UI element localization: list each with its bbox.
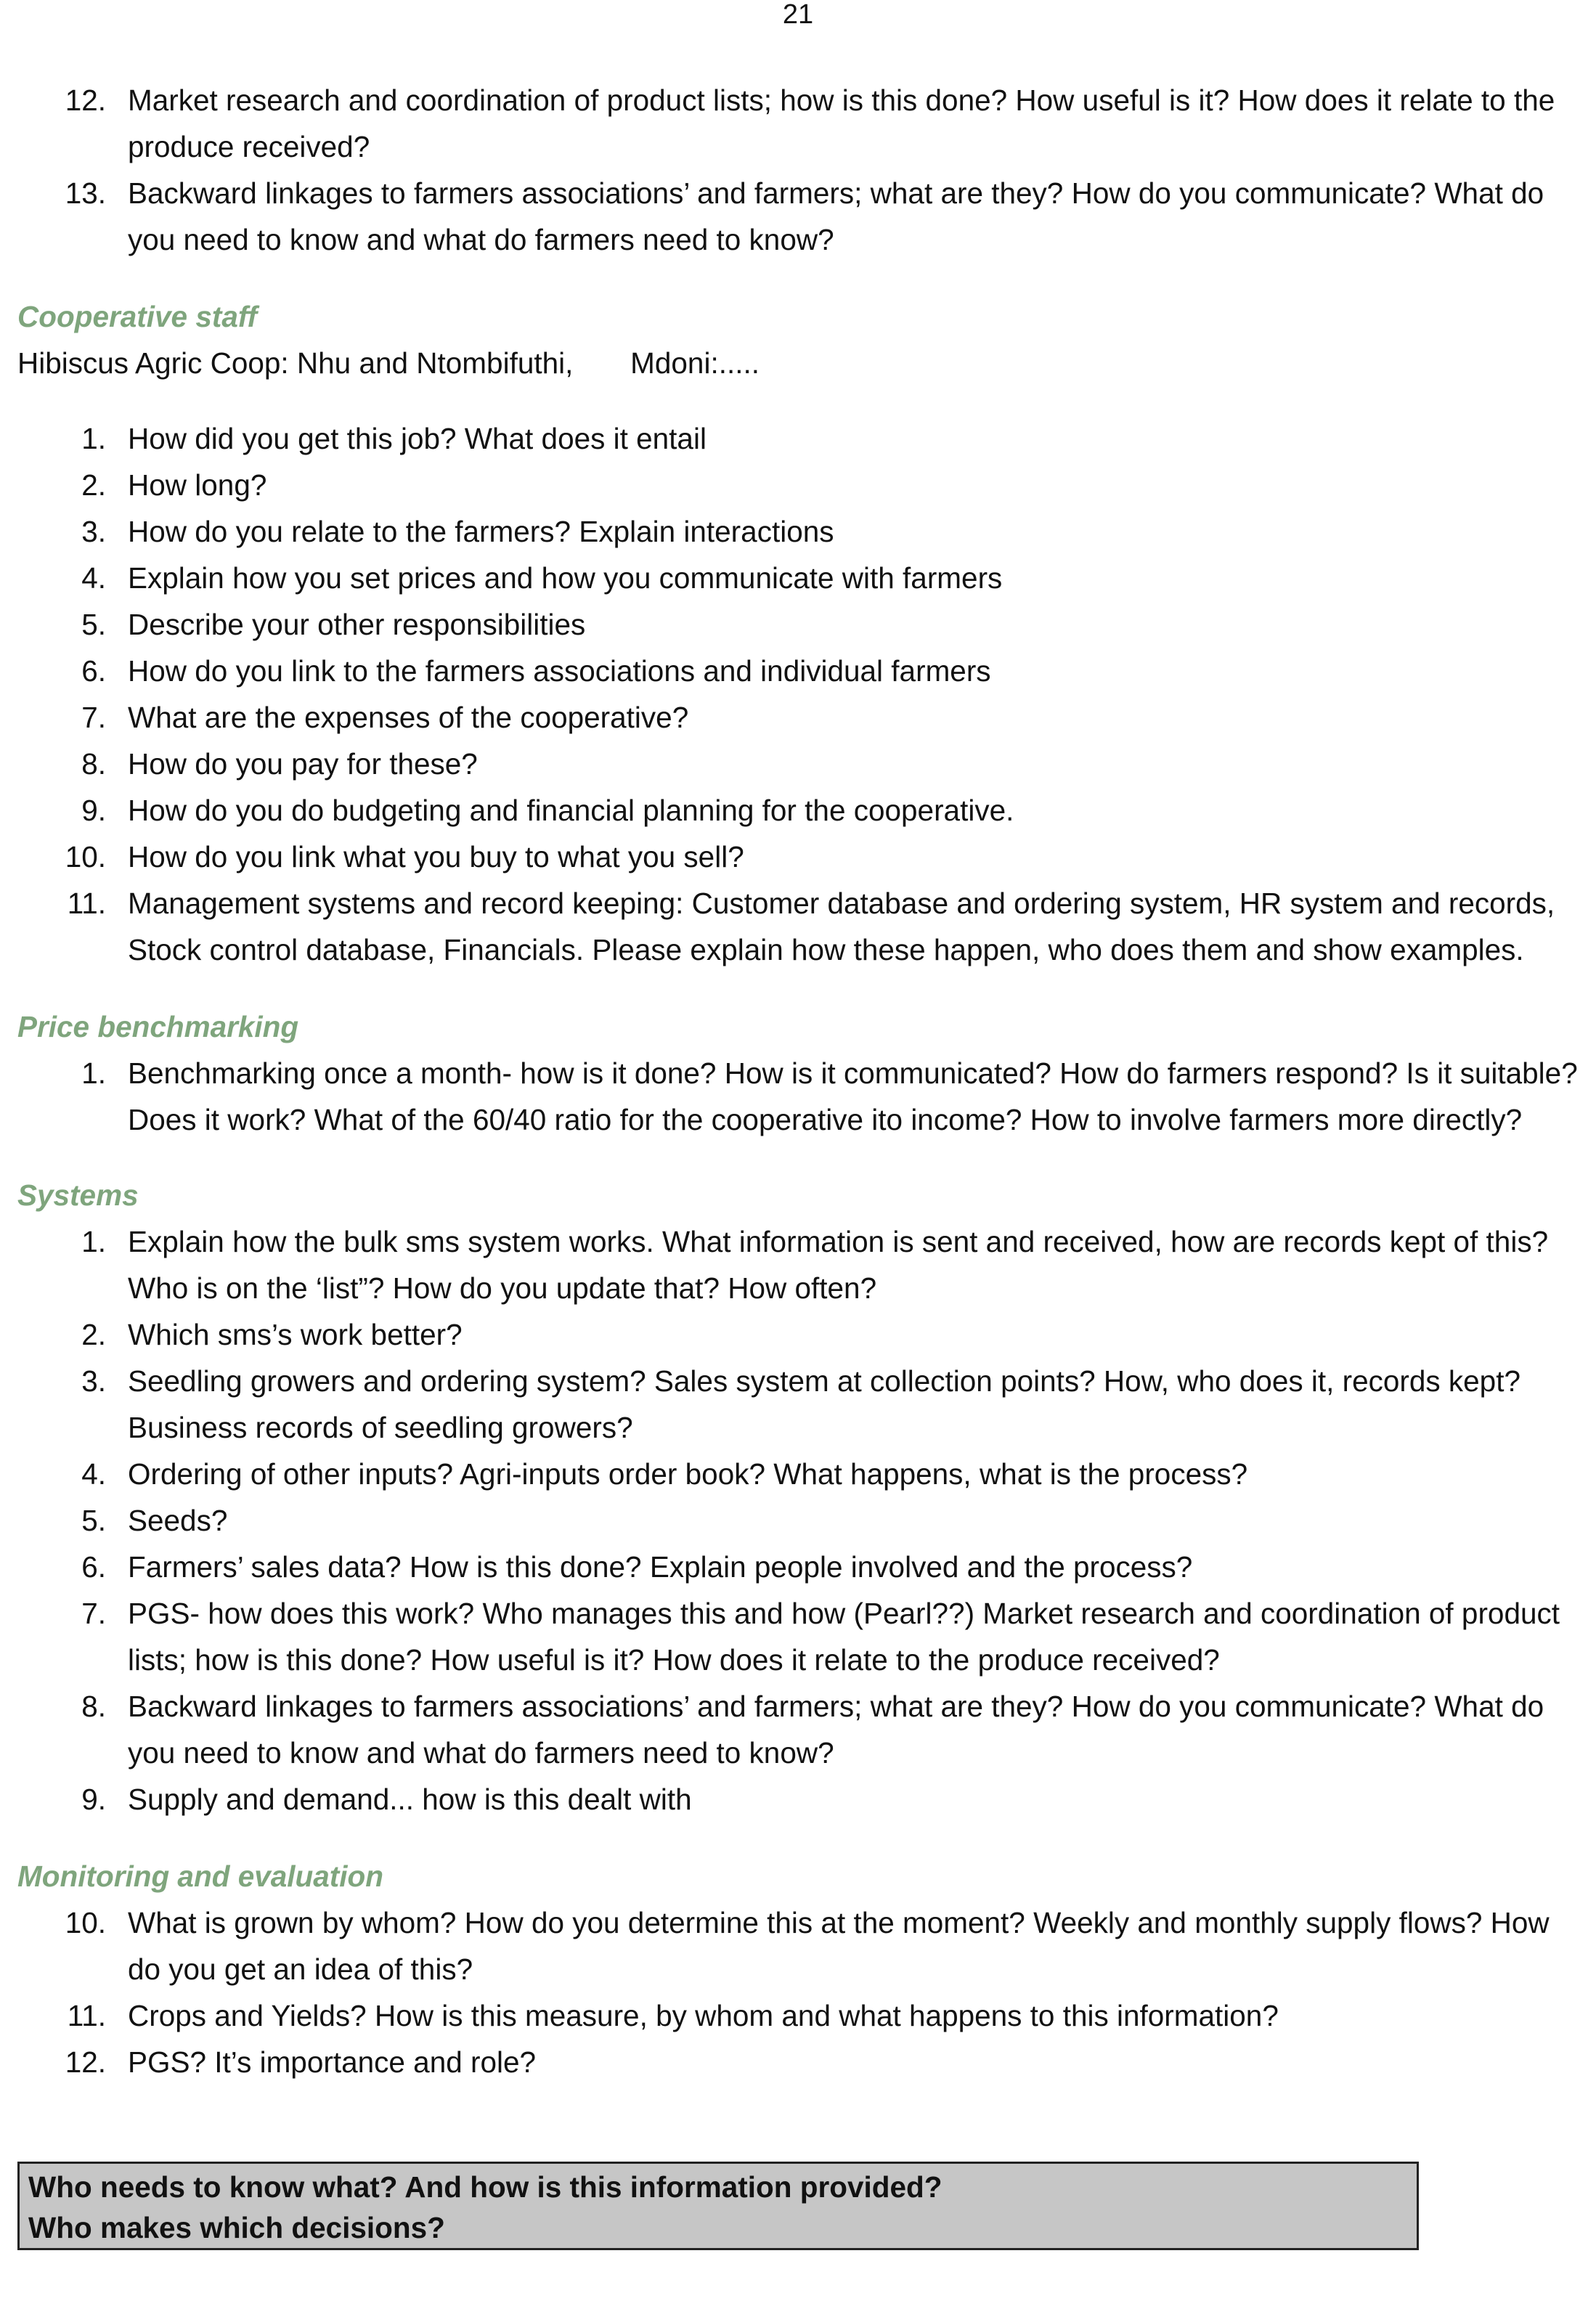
list-item (17, 601, 1586, 648)
list-item-number: 11. (67, 1999, 106, 2032)
list-item-text: Seedling growers and ordering system? Sales system at collection points? How, who does it, records kept? Business records of seedling growers? (128, 1364, 1520, 1444)
price-question-list (17, 1050, 1586, 1143)
monitoring-question-list (17, 1899, 1586, 2085)
list-item (17, 170, 1586, 263)
list-item-number: 1. (81, 422, 106, 455)
list-item (17, 880, 1586, 973)
list-item-number: 3. (81, 1364, 106, 1398)
list-item-number: 4. (81, 1457, 106, 1491)
list-item-number: 8. (81, 1690, 106, 1723)
list-item-number: 6. (81, 654, 106, 688)
list-item-number: 3. (81, 515, 106, 548)
list-item (17, 1451, 1586, 1497)
info-box-line-2: Who makes which decisions? (28, 2211, 445, 2244)
list-item-text: Seeds? (128, 1504, 228, 1537)
list-item-text: What is grown by whom? How do you determine this at the moment? Weekly and monthly supply flows? How do you get an idea of this? (128, 1906, 1550, 1986)
list-item-number: 12. (65, 84, 106, 117)
list-item-text: How do you do budgeting and financial planning for the cooperative. (128, 794, 1014, 827)
list-item-text: Benchmarking once a month- how is it done? How is it communicated? How do farmers respond? Is it suitable? Does it work? What of the 60/40 ratio for the cooperative ito income? How to involve farmers more directly? (128, 1056, 1578, 1136)
list-item-number: 7. (81, 1597, 106, 1630)
list-item (17, 1050, 1586, 1143)
list-item-text: PGS- how does this work? Who manages this and how (Pearl??) Market research and coordination of product lists; how is this done? How useful is it? How does it relate to the produce received? (128, 1597, 1560, 1677)
list-item-text: Supply and demand... how is this dealt with (128, 1783, 692, 1816)
list-item-text: Which sms’s work better? (128, 1318, 463, 1351)
list-item-number: 9. (81, 794, 106, 827)
list-item-text: Management systems and record keeping: Customer database and ordering system, HR system and records, Stock control database, Financials. Please explain how these happen, who does them and show examples. (128, 887, 1555, 966)
list-item-text: Backward linkages to farmers associations’ and farmers; what are they? How do you communicate? What do you need to know and what do farmers need to know? (128, 1690, 1544, 1769)
list-item (17, 787, 1586, 834)
list-item (17, 1358, 1586, 1451)
list-item-text: Crops and Yields? How is this measure, by whom and what happens to this information? (128, 1999, 1279, 2032)
list-item (17, 1497, 1586, 1544)
list-item (17, 648, 1586, 694)
page-number: 21 (782, 0, 814, 30)
list-item-text: How do you relate to the farmers? Explain interactions (128, 515, 834, 548)
list-item-text: Ordering of other inputs? Agri-inputs order book? What happens, what is the process? (128, 1457, 1248, 1491)
list-item-number: 1. (81, 1056, 106, 1090)
list-item-number: 9. (81, 1783, 106, 1816)
list-item-number: 11. (67, 887, 106, 920)
list-item (17, 1992, 1586, 2039)
list-item-number: 2. (81, 468, 106, 502)
section-heading-systems: Systems (17, 1178, 139, 1212)
info-box-line-1: Who needs to know what? And how is this information provided? (28, 2170, 942, 2204)
list-item-number: 1. (81, 1225, 106, 1258)
intro-question-list (17, 77, 1586, 263)
list-item-text: How did you get this job? What does it entail (128, 422, 707, 455)
section-heading-cooperative-staff: Cooperative staff (17, 300, 258, 333)
list-item (17, 508, 1586, 555)
list-item (17, 1899, 1586, 1992)
list-item-text: Explain how the bulk sms system works. What information is sent and received, how are records kept of this? Who is on the ‘list”? How do you update that? How often? (128, 1225, 1549, 1305)
list-item-text: How long? (128, 468, 267, 502)
systems-question-list (17, 1218, 1586, 1823)
list-item-number: 2. (81, 1318, 106, 1351)
list-item-number: 5. (81, 608, 106, 641)
list-item-text: How do you link to the farmers associations and individual farmers (128, 654, 991, 688)
list-item-text: Explain how you set prices and how you communicate with farmers (128, 561, 1003, 595)
list-item (17, 1544, 1586, 1590)
list-item-text: Farmers’ sales data? How is this done? Explain people involved and the process? (128, 1550, 1193, 1584)
list-item-text: PGS? It’s importance and role? (128, 2045, 537, 2079)
list-item (17, 1683, 1586, 1776)
list-item-number: 10. (65, 840, 106, 873)
list-item-text: How do you link what you buy to what you sell? (128, 840, 744, 873)
list-item (17, 1311, 1586, 1358)
list-item-number: 5. (81, 1504, 106, 1537)
list-item (17, 462, 1586, 508)
list-item-number: 12. (65, 2045, 106, 2079)
list-item-text: Backward linkages to farmers associations’ and farmers; what are they? How do you communicate? What do you need to know and what do farmers need to know? (128, 176, 1544, 256)
list-item (17, 555, 1586, 601)
list-item (17, 694, 1586, 741)
list-item-text: How do you pay for these? (128, 747, 478, 781)
document-body (17, 77, 1586, 2250)
list-item-number: 6. (81, 1550, 106, 1584)
list-item (17, 1776, 1586, 1823)
list-item-number: 7. (81, 701, 106, 734)
list-item (17, 2039, 1586, 2085)
list-item (17, 834, 1586, 880)
list-item-number: 10. (65, 1906, 106, 1939)
section-heading-monitoring-evaluation: Monitoring and evaluation (17, 1860, 383, 1893)
section-heading-price-benchmarking: Price benchmarking (17, 1010, 299, 1043)
list-item (17, 1218, 1586, 1311)
list-item-number: 4. (81, 561, 106, 595)
list-item-text: Describe your other responsibilities (128, 608, 586, 641)
list-item (17, 77, 1586, 170)
staff-line: Hibiscus Agric Coop: Nhu and Ntombifuthi, Mdoni:..... (17, 346, 760, 380)
cooperative-question-list (17, 415, 1586, 973)
list-item (17, 741, 1586, 787)
info-box (17, 2162, 1419, 2250)
list-item-number: 8. (81, 747, 106, 781)
list-item-text: Market research and coordination of product lists; how is this done? How useful is it? How does it relate to the produce received? (128, 84, 1555, 163)
list-item-number: 13. (65, 176, 106, 210)
list-item (17, 1590, 1586, 1683)
list-item (17, 415, 1586, 462)
list-item-text: What are the expenses of the cooperative? (128, 701, 689, 734)
